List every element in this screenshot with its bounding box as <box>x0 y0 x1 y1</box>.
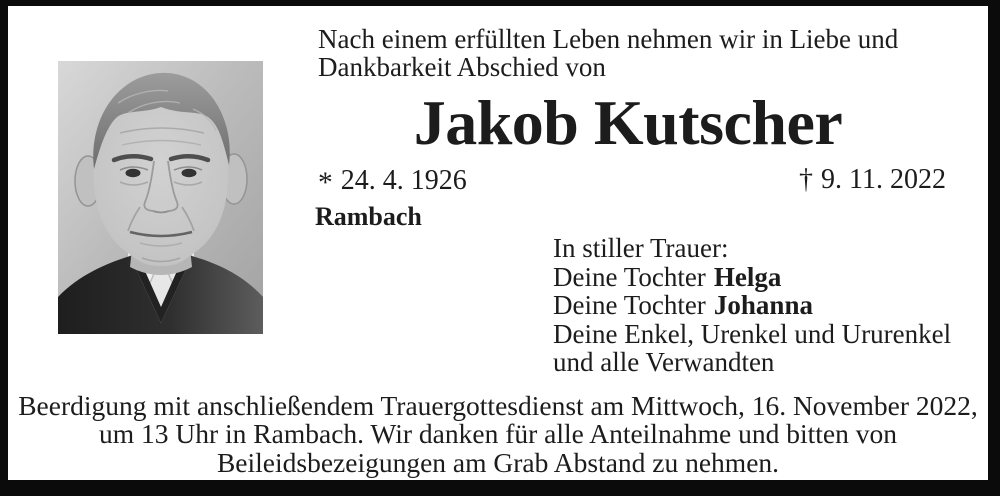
intro-line-1: Nach einem erfüllten Leben nehmen wir in Liebe und <box>318 24 899 54</box>
funeral-line-3: Beileidsbezeigungen am Grab Abstand zu nehmen. <box>216 446 780 478</box>
mourning-heading: In stiller Trauer: <box>553 233 729 263</box>
mourner-line <box>553 291 951 320</box>
mourner-line: Deine Enkel, Urenkel und Ururenkel <box>553 318 952 349</box>
funeral-line-1: Beerdigung mit anschließendem Trauergottesdienst am Mittwoch, 16. November 2022, <box>18 390 978 421</box>
mourner-prefix: Deine Tochter <box>553 261 706 292</box>
portrait-photo-graphic <box>58 61 263 334</box>
intro-text <box>318 26 898 81</box>
death-date <box>799 166 946 195</box>
portrait-photo <box>58 61 263 334</box>
obituary-notice <box>8 6 988 480</box>
funeral-line-2: um 13 Uhr in Rambach. Wir danken für alle Anteilnahme und bitten von <box>99 418 897 450</box>
intro-line-2: Dankbarkeit Abschied von <box>318 51 606 82</box>
mourner-line <box>553 263 951 292</box>
mourner-line: und alle Verwandten <box>553 347 775 378</box>
death-cross-icon: † <box>799 164 814 195</box>
birth-date-value: 24. 4. 1926 <box>340 165 467 196</box>
mourner-prefix: Deine Tochter <box>553 290 706 321</box>
life-dates <box>318 164 946 199</box>
birth-date <box>318 165 467 199</box>
death-date-value: 9. 11. 2022 <box>821 164 946 195</box>
residence: Rambach <box>315 202 422 231</box>
deceased-name: Jakob Kutscher <box>413 87 843 158</box>
funeral-info <box>8 392 988 477</box>
mourning-block <box>553 234 951 377</box>
birth-star-icon: * <box>318 166 333 199</box>
mourner-name: Johanna <box>713 290 813 321</box>
mourner-name: Helga <box>713 261 782 292</box>
